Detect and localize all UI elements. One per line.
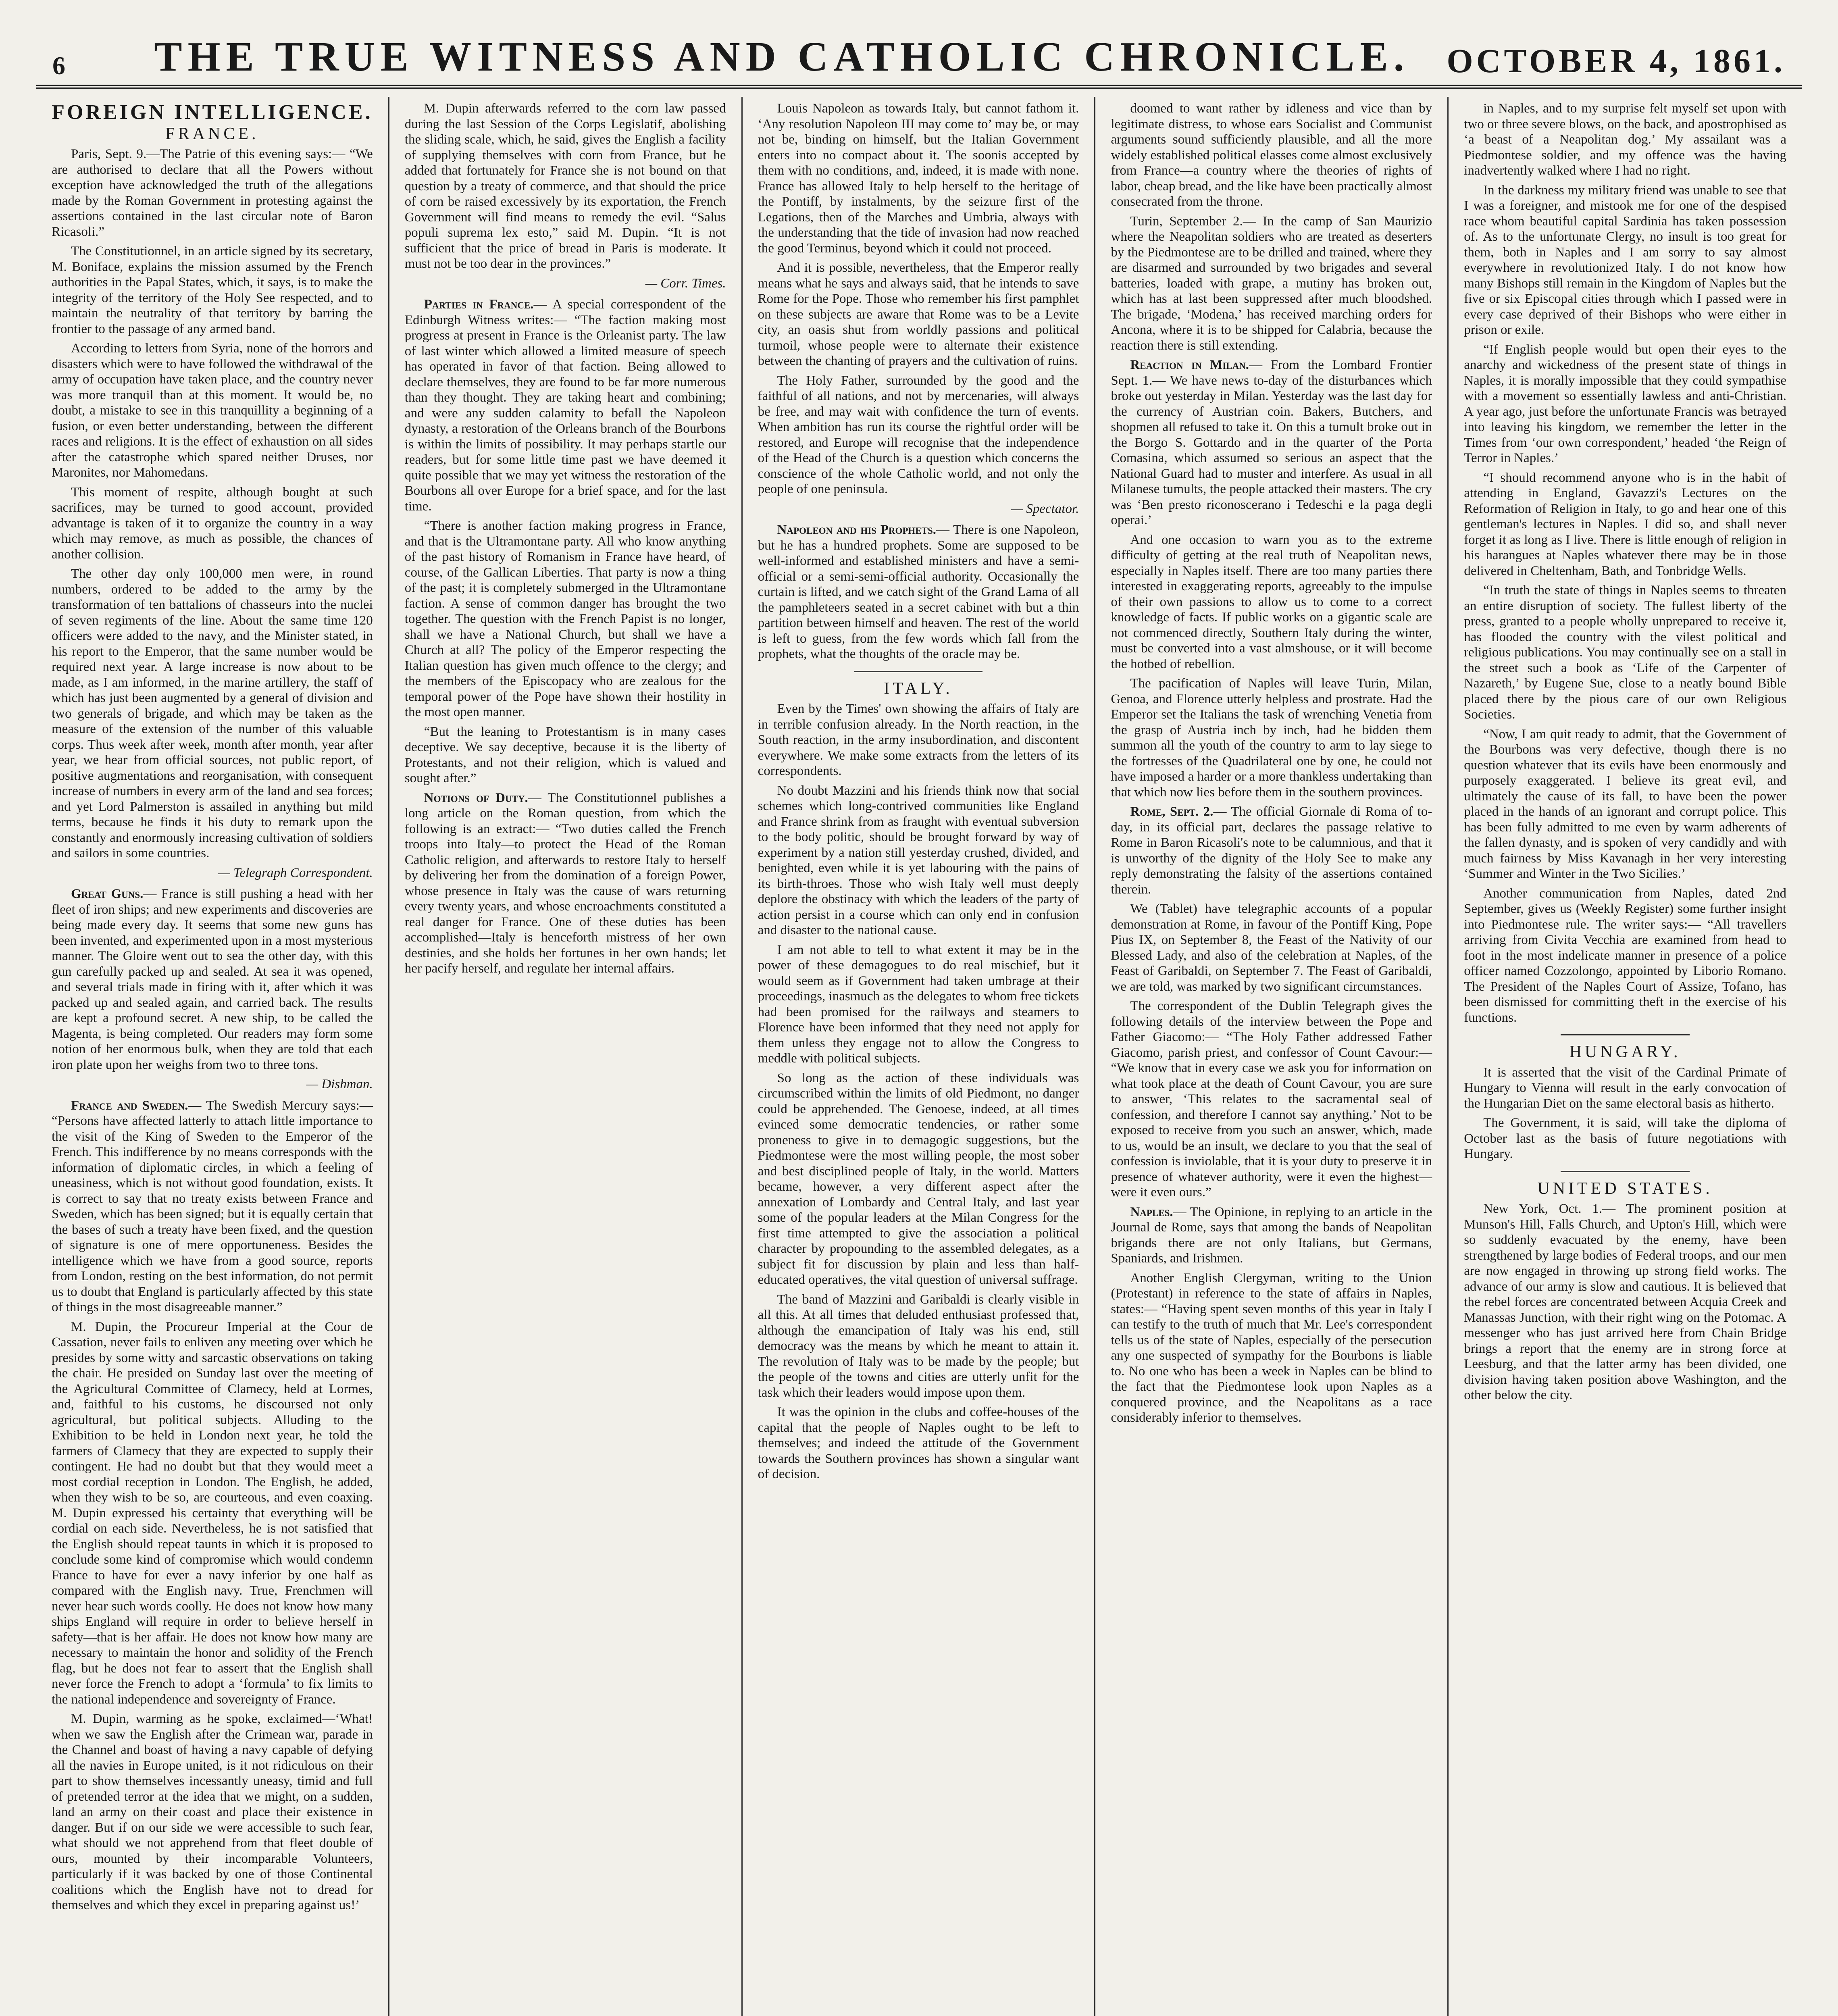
heading-italy: ITALY. <box>884 679 953 698</box>
article-paragraph <box>758 522 1079 662</box>
article-paragraph <box>1111 1204 1432 1266</box>
article-paragraph: It is asserted that the visit of the Cardinal Primate of Hungary to Vienna will result in the early convocation of the Hungarian Diet on the same electoral basis as hitherto. <box>1464 1065 1786 1111</box>
paragraph-subhead: France and Sweden. <box>71 1098 188 1113</box>
paragraph-subhead: Rome, Sept. 2. <box>1130 804 1214 819</box>
article-paragraph <box>405 297 726 514</box>
article-paragraph: M. Dupin, the Procureur Imperial at the Cour de Cassation, never fails to enliven any meeting over which he presides by some witty and sarcastic observations on taking the chair. He presided on Sunday last over the meeting of the Agricultural Committee of Clamecy, held at Lormes, and, faithful to his customs, he discoursed not only agricultural, but political subjects. Alluding to the Exhibition to be held in London next year, he told the farmers of Clamecy that they are expected to supply their contingent. He had no doubt but that they would meet a most cordial reception in London. The English, he added, when they wish to be so, are courteous, and even coaxing. M. Dupin expressed his certainty that everything will be cordial on each side. Nevertheless, he is not satisfied that the English should repeat taunts in which it is proposed to conclude some kind of compromise which would condemn France to have for ever a navy inferior by one half as compared with the English navy. True, Frenchmen will never hear such words coolly. He does not know how many ships England will require in order to believe herself in safety—that is her affair. He does not know how many are necessary to maintain the honor and solidity of the French flag, but he does not fear to assert that the English shall never force the French to adopt a ‘formula’ to fix limits to the national independence and sovereignty of France. <box>52 1319 373 1707</box>
column-3 <box>743 97 1096 2016</box>
article-paragraph <box>52 886 373 1073</box>
article-paragraph: M. Dupin afterwards referred to the corn law passed during the last Session of the Corps Legislatif, abolishing the sliding scale, which, he said, gives the English a facility of supplying themselves with corn from France, but he added that fortunately for France she is not bound on that question by a treaty of commerce, and that should the price of corn be raised excessively by its exportation, the French Government will find means to remedy the evil. “Salus populi suprema lex esto,” said M. Dupin. “It is not sufficient that the price of bread in Paris is moderate. It must not be too dear in the provinces.” <box>404 101 726 271</box>
column-5 <box>1449 97 1802 2016</box>
attribution: — Dishman. <box>306 1077 373 1091</box>
article-paragraph: The correspondent of the Dublin Telegraph gives the following details of the interview between the Pope and Father Giacomo:— “The Holy Father addressed Father Giacomo, parish priest, and confessor of Count Cavour:— “We know that in every case we ask you for information on what took place at the death of Count Cavour, you are sure to answer, ‘This relates to the sacramental seal of confession, and therefore I cannot say anything.’ Not to be exposed to receive from you such an answer, which, made to us, would be an insult, we declare to you that the seal of confession is inviolable, that it is your duty to preserve it in presence of whatever authority, were it even the highest—were it even ours.” <box>1111 999 1432 1200</box>
column-2 <box>389 97 743 2016</box>
section-divider <box>1561 1034 1690 1035</box>
paragraph-body: — The Swedish Mercury says:— “Persons have affected latterly to attach little importance to the visit of the King of Sweden to the Emperor of the French. This indifference by no means corresponds with the information of diplomatic circles, in which a feeling of uneasiness, which is not without good foundation, exists. It is correct to say that no treaty exists between France and Sweden, which has been signed; but it is equally certain that the bases of such a treaty have been fixed, and the question of signature is one of mere opportuneness. Besides the intelligence which we have from a good source, reports from London, resting on the best information, do not permit us to doubt that England is particularly affected by this state of things in the most disagreeable manner.” <box>52 1098 373 1314</box>
article-paragraph: “Now, I am quit ready to admit, that the Government of the Bourbons was very defective, though there is no question whatever that its evils have been enormously and purposely exaggerated. I believe its great evil, and ultimately the cause of its fall, to have been the power placed in the hands of an ignorant and corrupt police. This has been fully admitted to me even by warm adherents of the fallen dynasty, and is spoken of very candidly and with much fairness by Miss Kavanagh in her very interesting ‘Summer and Winter in the Two Sicilies.’ <box>1464 727 1786 881</box>
paragraph-body: — A special correspondent of the Edinburgh Witness writes:— “The faction making most progress at present in France is the Orleanist party. The law of last winter which allowed a limited measure of speech has operated in favor of that faction. Being allowed to declare themselves, they are found to be far more numerous than they thought. They are taking heart and combining; and were any sudden calamity to befall the Napoleon dynasty, a restoration of the Orleans branch of the Bourbons is within the limits of possibility. It may perhaps startle our readers, but for some little time past we have deemed it quite possible that we may yet witness the restoration of the Bourbons all over Europe for a brief space, and for the last time. <box>404 297 726 514</box>
article-paragraph: And one occasion to warn you as to the extreme difficulty of getting at the real truth of Neapolitan news, especially in Naples itself. There are too many parties there interested in exaggerating reports, agreeably to the impulse of their own passions to allow us to come to a correct knowledge of facts. If public works on a gigantic scale are not commenced directly, Southern Italy during the winter, must be converted into a vast almshouse, or it will become the hotbed of rebellion. <box>1111 532 1432 671</box>
attribution: — Telegraph Correspondent. <box>218 865 373 880</box>
article-paragraph: Paris, Sept. 9.—The Patrie of this evening says:— “We are authorised to declare that all the Powers without exception have acknowledged the truth of the allegations made by the Roman Government in protesting against the assertions contained in the last circular note of Baron Ricasoli.” <box>52 147 373 239</box>
column-4 <box>1095 97 1449 2016</box>
article-paragraph: I am not able to tell to what extent it may be in the power of these demagogues to do real mischief, but it would seem as if Government had taken umbrage at their proceedings, inasmuch as the delegates to whom free tickets had been promised for the railways and steamers to Florence have been informed that they need not apply for them unless they engage not to allow the Congress to meddle with political subjects. <box>758 942 1079 1066</box>
paragraph-subhead: Reaction in Milan. <box>1130 358 1249 372</box>
page-number: 6 <box>52 51 65 80</box>
article-paragraph <box>1111 804 1432 897</box>
article-paragraph: We (Tablet) have telegraphic accounts of a popular demonstration at Rome, in favour of the Pontiff King, Pope Pius IX, on September 8, the Feast of the Nativity of our Blessed Lady, and also of the celebration at Naples, of the Feast of Garibaldi, on September 7. The Feast of Garibaldi, we are told, was marked by two significant circumstances. <box>1111 902 1432 994</box>
paragraph-subhead: Notions of Duty. <box>424 790 528 805</box>
article-paragraph: No doubt Mazzini and his friends think now that social schemes which long-contrived communities like England and France shrink from as fraught with eventual subversion to the body politic, should be brought forward by way of experiment by a nation still yesterday crushed, divided, and benighted, even while it is yet labouring with the pains of its birth-throes. Those who wish Italy well must deeply deplore the obstinacy with which the leaders of the party of action persist in a course which can only end in confusion and disaster to the national cause. <box>758 783 1079 937</box>
heading-france: FRANCE. <box>165 124 259 143</box>
paragraph-subhead: Naples. <box>1130 1204 1173 1219</box>
attribution: — Spectator. <box>1011 501 1079 516</box>
article-paragraph: in Naples, and to my surprise felt myself set upon with two or three severe blows, on the back, and apostrophised as ‘a beast of a Neapolitan dog.’ My assailant was a Piedmontese soldier, and my offence was the having inadvertently walked where I had no right. <box>1464 101 1786 178</box>
masthead <box>36 16 1802 89</box>
article-paragraph: According to letters from Syria, none of the horrors and disasters which were to have followed the withdrawal of the army of occupation have taken place, and the country never was more tranquil than at this moment. It would be, no doubt, a mistake to see in this tranquillity a beginning of a fusion, or even better understanding, between the different races and religions. It is the effect of exhaustion on all sides after the catastrophe which spared neither Druses, nor Maronites, nor Mahomedans. <box>52 341 373 480</box>
article-paragraph: New York, Oct. 1.— The prominent position at Munson's Hill, Falls Church, and Upton's Hill, which were so suddenly evacuated by the enemy, have been strengthened by large bodies of Federal troops, and our men are now engaged in throwing up strong field works. The advance of our army is slow and cautious. It is believed that the rebel forces are concentrated between Acquia Creek and Manassas Junction, with their right wing on the Potomac. A messenger who has just arrived here from Chain Bridge brings a report that the enemy are in strong force at Leesburg, and that the latter army has been divided, one division having taken position above Washington, and the other below the city. <box>1464 1202 1786 1402</box>
article-paragraph: The pacification of Naples will leave Turin, Milan, Genoa, and Florence utterly helpless and prostrate. Had the Emperor set the Italians the task of wrenching Venetia from the grasp of Austria inch by inch, had he bidden them summon all the youth of the country to arm to lay siege to the fortresses of the Quadrilateral one by one, he could not have imposed a harder or a more thankless undertaking than that which now lies before them in the southern provinces. <box>1111 676 1432 800</box>
paragraph-body: — France is still pushing a head with her fleet of iron ships; and new experiments and discoveries are being made every day. It seems that some new guns has been invented, and experimented upon in a most mysterious manner. The Gloire went out to sea the other day, with this gun carefully packed up and sealed. At sea it was opened, and several trials made in firing with it, after which it was packed up and sealed again, and carried back. The results are kept a profound secret. A new ship, to be called the Magenta, is being completed. Our readers may form some notion of her enormous bulk, when they are told that each iron plate upon her weighs from two to three tons. <box>52 887 373 1072</box>
section-title: FOREIGN INTELLIGENCE. <box>52 101 373 124</box>
article-paragraph: This moment of respite, although bought at such sacrifices, may be turned to good account, provided advantage is taken of it to organize the country in a way which may remove, as much as possible, the chances of another collision. <box>52 485 373 562</box>
article-paragraph: The band of Mazzini and Garibaldi is clearly visible in all this. At all times that deluded enthusiast professed that, although the emancipation of Italy was his end, still democracy was the means by which he meant to attain it. The revolution of Italy was to be made by the people; but the people of the towns and cities are utterly unfit for the task which their leaders would impose upon them. <box>758 1292 1079 1400</box>
paragraph-body: — The Constitutionnel publishes a long article on the Roman question, from which the following is an extract:— “Two duties called the French troops into Italy—to protect the Head of the Roman Catholic religion, and afterwards to restore Italy to herself by delivering her from the domination of a foreign Power, whose presence in Italy was the cause of wars returning every twenty years, and whose encroachments constituted a real danger for France. One of these duties has been accomplished—Italy is henceforth mistress of her own destinies, and she holds her fortunes in her own hands; let her pacify herself, and regulate her internal affairs. <box>404 790 726 976</box>
paragraph-body: — From the Lombard Frontier Sept. 1.— We have news to-day of the disturbances which broke out yesterday in Milan. Yesterday was the last day for the currency of Austrian coin. Bakers, Butchers, and shopmen all refused to take it. On this a tumult broke out in the Borgo S. Gottardo and in the quarter of the Porta Comasina, which assumed so serious an aspect that the National Guard had to muster and interfere. As usual in all Milanese tumults, the people attacked their masters. The cry was ‘Ben presto riconoscerano i Tedeschi e la paga degli operai.’ <box>1111 358 1432 527</box>
columns <box>36 97 1802 2016</box>
paragraph-subhead: Great Guns. <box>71 887 144 901</box>
article-paragraph: The Constitutionnel, in an article signed by its secretary, M. Boniface, explains the mission assumed by the French authorities in the Papal States, which, it says, is to make the integrity of the territory of the Holy See respected, and to maintain the neutrality of that territory by barring the frontier to the passage of any armed band. <box>52 244 373 336</box>
article-paragraph: The Holy Father, surrounded by the good and the faithful of all nations, and not by mercenaries, will always be free, and may wait with confidence the turn of events. When ambition has run its course the rightful order will be restored, and Europe will recognise that the independence of the Head of the Church is a question which concerns the conscience of the whole Catholic world, and not only the people of one peninsula. <box>758 373 1079 496</box>
article-paragraph: The other day only 100,000 men were, in round numbers, ordered to be added to the army by the transformation of ten battalions of chasseurs into the nuclei of seven regiments of the line. About the same time 120 officers were added to the navy, and the Minister stated, in his report to the Emperor, that the same number would be required next year. A large increase is now about to be made, as I am informed, in the marine artillery, the staff of which has just been augmented by a general of division and two generals of brigade, and which may be taken as the measure of the extension of the number of this valuable corps. Thus week after week, month after month, year after year, we hear from official sources, not public report, of positive augmentations and reorganisation, with consequent increase of numbers in every arm of the land and sea forces; and yet Lord Palmerston is assailed in anything but mild terms, because he finds it his duty to remark upon the constantly and enormously increasing cultivation of soldiers and sailors in some countries. <box>52 566 373 860</box>
article-paragraph: In the darkness my military friend was unable to see that I was a foreigner, and mistook me for one of the despised race whom beautiful capital Sardinia has taken possession of. As to the unfortunate Clergy, no insult is too great for them, both in Naples and I am sorry to say almost everywhere in revolutionized Italy. I do not know how many Bishops still remain in the Kingdom of Naples but the five or six Episcopal cities through which I passed were in every case deprived of their Bishops who were either in prison or exile. <box>1464 183 1786 337</box>
article-paragraph: Turin, September 2.— In the camp of San Maurizio where the Neapolitan soldiers who are treated as deserters by the Piedmontese are to be drilled and trained, where they are disarmed and surrounded by two brigades and several batteries, loaded with grape, a mutiny has broken out, which has at last been suppressed after much bloodshed. The brigade, ‘Modena,’ has received marching orders for Ancona, where it is to be shipped for Calabria, because the reaction there is still extending. <box>1111 214 1432 353</box>
newspaper-title: THE TRUE WITNESS AND CATHOLIC CHRONICLE. <box>154 33 1410 80</box>
paragraph-body: — There is one Napoleon, but he has a hundred prophets. Some are supposed to be well-informed and established ministers and have a semi-official or a semi-semi-official authority. Occasionally the curtain is lifted, and we catch sight of the Grand Lama of all the pamphleteers seated in a secret cabinet with but a thin partition between himself and heaven. The rest of the world is left to guess, from the few words which fall from the prophets, what the thoughts of the oracle may be. <box>758 523 1079 661</box>
paragraph-body: — The Opinione, in replying to an article in the Journal de Rome, says that among the bands of Neapolitan brigands there are not only Italians, but Germans, Spaniards, and Irishmen. <box>1111 1204 1432 1266</box>
article-paragraph <box>52 1098 373 1315</box>
paragraph-body: — The official Giornale di Roma of to-day, in its official part, declares the passage relative to Rome in Baron Ricasoli's note to be calumnious, and that it is unworthy of the dignity of the Holy See to make any reply demonstrating the falsity of the assertions contained therein. <box>1111 804 1432 897</box>
column-1 <box>36 97 389 2016</box>
article-paragraph: Another English Clergyman, writing to the Union (Protestant) in reference to the state of affairs in Naples, states:— “Having spent seven months of this year in Italy I can testify to the truth of much that Mr. Lee's correspondent tells us of the state of Naples, especially of the persecution any one suspected of sympathy for the Bourbons is liable to. No one who has been a week in Naples can be blind to the fact that the Piedmontese look upon Naples as a conquered province, and the Neapolitans as a race considerably inferior to themselves. <box>1111 1270 1432 1425</box>
heading-hungary: HUNGARY. <box>1569 1043 1681 1061</box>
article-paragraph: “In truth the state of things in Naples seems to threaten an entire disruption of society. The fullest liberty of the press, granted to a people wholly unprepared to receive it, has flooded the country with the vilest political and religious publications. You may continually see on a stall in the street such a book as ‘Life of the Carpenter of Nazareth,’ by Eugene Sue, close to a neatly bound Bible placed there by the pious care of our own Religious Societies. <box>1464 583 1786 722</box>
article-paragraph: The Government, it is said, will take the diploma of October last as the basis of future negotiations with Hungary. <box>1464 1116 1786 1161</box>
issue-date: OCTOBER 4, 1861. <box>1447 42 1786 80</box>
article-paragraph: Even by the Times' own showing the affairs of Italy are in terrible confusion already. In the North reaction, in the South reaction, in the army insubordination, and discontent everywhere. We make some extracts from the letters of its correspondents. <box>758 702 1079 778</box>
article-paragraph <box>1111 357 1432 528</box>
paragraph-subhead: Napoleon and his Prophets. <box>777 523 937 537</box>
paragraph-subhead: Parties in France. <box>424 297 534 312</box>
article-paragraph: Another communication from Naples, dated 2nd September, gives us (Weekly Register) some further insight into Piedmontese rule. The writer says:— “All travellers arriving from Civita Vecchia are examined from head to foot in the most indelicate manner in presence of a police officer named Cozzolongo, appointed by Liborio Romano. The President of the Naples Court of Assize, Tofano, has been dismissed for committing theft in the exercise of his functions. <box>1464 886 1786 1025</box>
attribution: — Corr. Times. <box>645 276 726 291</box>
article-paragraph: “There is another faction making progress in France, and that is the Ultramontane party. All who know anything of the past history of Romanism in France have heard, of course, of the Gallican Liberties. That party is now a thing of the past; it is completely submerged in the Ultramontane faction. A sense of common danger has brought the two together. The question with the French Papist is no longer, shall we have a National Church, but shall we have a Church at all? The policy of the Emperor respecting the Italian question has given much offence to the clergy; and the members of the Episcopacy who are zealous for the temporal power of the Pope have shown their hostility in the most open manner. <box>404 519 726 719</box>
section-divider <box>1561 1171 1690 1172</box>
section-divider <box>854 671 983 672</box>
article-paragraph: “But the leaning to Protestantism is in many cases deceptive. We say deceptive, because it is the liberty of Protestants, and not their religion, which is valued and sought after.” <box>404 724 726 785</box>
article-paragraph: “I should recommend anyone who is in the habit of attending in England, Gavazzi's Lectures on the Reformation of Religion in Italy, to go and hear one of this gentleman's lectures in Naples. I did so, and shall never forget it as long as I live. There is little enough of religion in his harangues at Naples whatever there may be in those delivered in Cheltenham, Bath, and Tonbridge Wells. <box>1464 470 1786 578</box>
article-paragraph: “If English people would but open their eyes to the anarchy and wickedness of the present state of things in Naples, it is morally impossible that they could sympathise with a movement so essentially lawless and anti-Christian. A year ago, just before the unfortunate Francis was betrayed into leaving his kingdom, we remember the letter in the Times from ‘our own correspondent,’ headed ‘the Reign of Terror in Naples.’ <box>1464 342 1786 465</box>
article-paragraph: It was the opinion in the clubs and coffee-houses of the capital that the people of Naples ought to be left to themselves; and indeed the attitude of the Government towards the Southern provinces has shown a singular want of decision. <box>758 1405 1079 1481</box>
article-paragraph: doomed to want rather by idleness and vice than by legitimate distress, to whose ears Socialist and Communist arguments sound sufficiently plausible, and all the more widely established political elasses come almost exclusively from France—a country where the theories of rights of labor, cheap bread, and the like have been practically almost consecrated from the throne. <box>1111 101 1432 209</box>
article-paragraph: M. Dupin, warming as he spoke, exclaimed—‘What! when we saw the English after the Crimean war, parade in the Channel and boast of having a navy capable of defying all the navies in Europe united, is it not ridiculous on their part to show themselves incessantly uneasy, timid and full of pretended terror at the idea that we might, on a sudden, land an army on their coast and place their existence in danger. But if on our side we were accessible to such fear, what should we not apprehend from that fleet double of ours, mounted by their incomparable Volunteers, particularly if it was backed by one of those Continental coalitions which the English have not to dread for themselves and which they excel in preparing against us!’ <box>52 1712 373 1912</box>
article-paragraph: Louis Napoleon as towards Italy, but cannot fathom it. ‘Any resolution Napoleon III may come to’ may be, or may not be, binding on himself, but the Italian Government enters into no compact about it. The soonis accepted by them with no conditions, and, indeed, it is made with none. France has allowed Italy to help herself to the heritage of the Pontiff, by instalments, by the seizure first of the Legations, then of the Marches and Umbria, always with the understanding that the tide of invasion had now reached the good Terminus, beyond which it could not proceed. <box>758 101 1079 256</box>
article-paragraph <box>405 790 726 977</box>
article-paragraph: And it is possible, nevertheless, that the Emperor really means what he says and always said, that he intends to save Rome for the Pope. Those who remember his first pamphlet on these subjects are aware that Rome was to be a Levite city, an oasis shut from worldly passions and political turmoil, whose people were to alternate their existence between the chanting of prayers and the cultivation of ruins. <box>758 260 1079 368</box>
heading-united-states: UNITED STATES. <box>1537 1179 1713 1198</box>
article-paragraph: So long as the action of these individuals was circumscribed within the limits of old Piedmont, no danger could be apprehended. The Genoese, indeed, at all times evinced some democratic tendencies, or rather some proneness to give in to demagogic suggestions, but the Piedmontese were the most willing people, the most sober and best disciplined people of Italy, in the world. Matters became, however, a very different aspect after the annexation of Lombardy and Central Italy, and last year some of the popular leaders at the Milan Congress for the first time attempted to give the association a political character by propounding to the assembled delegates, as a subject fit for discussion by plain and less than half-educated operatives, the vital question of universal suffrage. <box>758 1070 1079 1287</box>
